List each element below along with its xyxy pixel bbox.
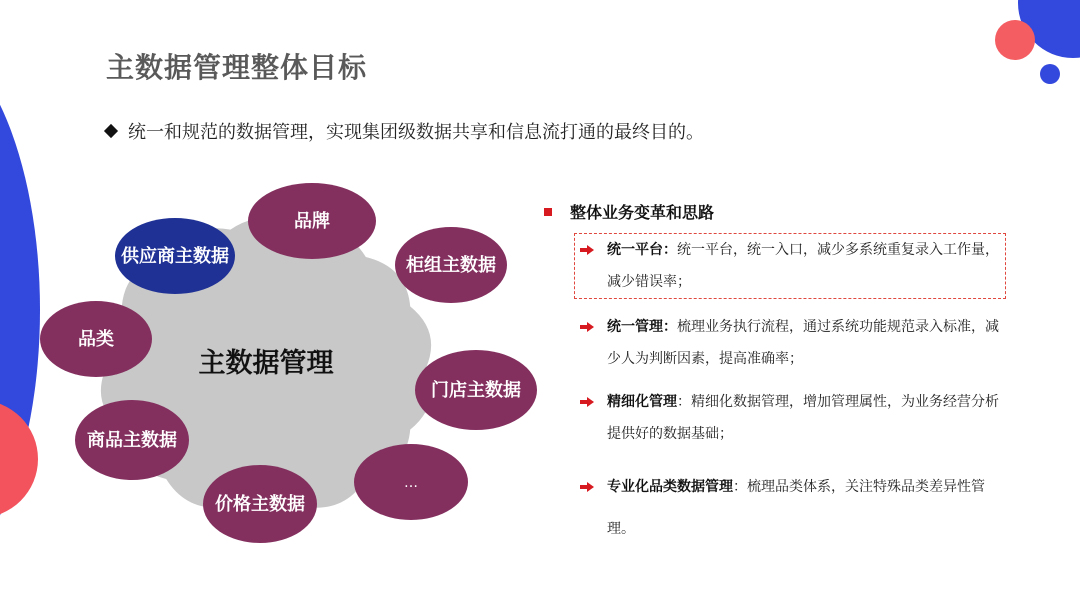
red-arrow-icon <box>580 398 594 406</box>
node-category-label: 品类 <box>78 329 114 350</box>
node-ellipsis-label: … <box>404 475 418 491</box>
list-item-unified-platform <box>580 234 1000 298</box>
node-product-master-data-label: 商品主数据 <box>87 430 177 451</box>
node-product-master-data <box>75 400 189 480</box>
node-counter-master-data <box>395 227 507 303</box>
item-desc: ：梳理品类体系，关注特殊品类差异性管理。 <box>607 479 985 537</box>
page-title: 主数据管理整体目标 <box>106 51 368 84</box>
node-ellipsis <box>354 444 468 520</box>
node-store-master-data <box>415 350 537 430</box>
node-price-master-data-label: 价格主数据 <box>215 494 305 515</box>
red-arrow-icon <box>580 246 594 254</box>
node-supplier-master-data-label: 供应商主数据 <box>121 246 229 267</box>
red-square-bullet-icon <box>544 208 552 216</box>
item-term: 统一管理： <box>607 319 677 335</box>
item-term: 统一平台： <box>607 242 677 258</box>
node-supplier-master-data <box>115 218 235 294</box>
decor-circle-top-right-red <box>995 20 1035 60</box>
red-arrow-icon <box>580 483 594 491</box>
section-header-text: 整体业务变革和思路 <box>570 203 715 222</box>
item-desc: ：精细化数据管理，增加管理属性，为业务经营分析提供好的数据基础； <box>607 394 999 442</box>
list-item-unified-management <box>580 311 1000 375</box>
item-desc: 梳理业务执行流程，通过系统功能规范录入标准，减少人为判断因素，提高准确率； <box>607 319 999 367</box>
list-item-specialized-category-management <box>580 466 1000 550</box>
section-header <box>544 200 714 223</box>
node-store-master-data-label: 门店主数据 <box>431 380 521 401</box>
red-arrow-icon <box>580 323 594 331</box>
intro-text: 统一和规范的数据管理，实现集团级数据共享和信息流打通的最终目的。 <box>128 122 704 143</box>
list-item-refined-management <box>580 386 1000 450</box>
item-desc: 统一平台，统一入口，减少多系统重复录入工作量，减少错误率； <box>607 242 999 290</box>
node-category <box>40 301 152 377</box>
item-term: 专业化品类数据管理 <box>607 479 733 495</box>
node-brand-label: 品牌 <box>294 211 330 232</box>
node-counter-master-data-label: 柜组主数据 <box>406 255 496 276</box>
hub-label: 主数据管理 <box>198 348 334 379</box>
decor-circle-top-right-small <box>1040 64 1060 84</box>
node-brand <box>248 183 376 259</box>
item-term: 精细化管理 <box>607 394 677 410</box>
node-price-master-data <box>203 465 317 543</box>
